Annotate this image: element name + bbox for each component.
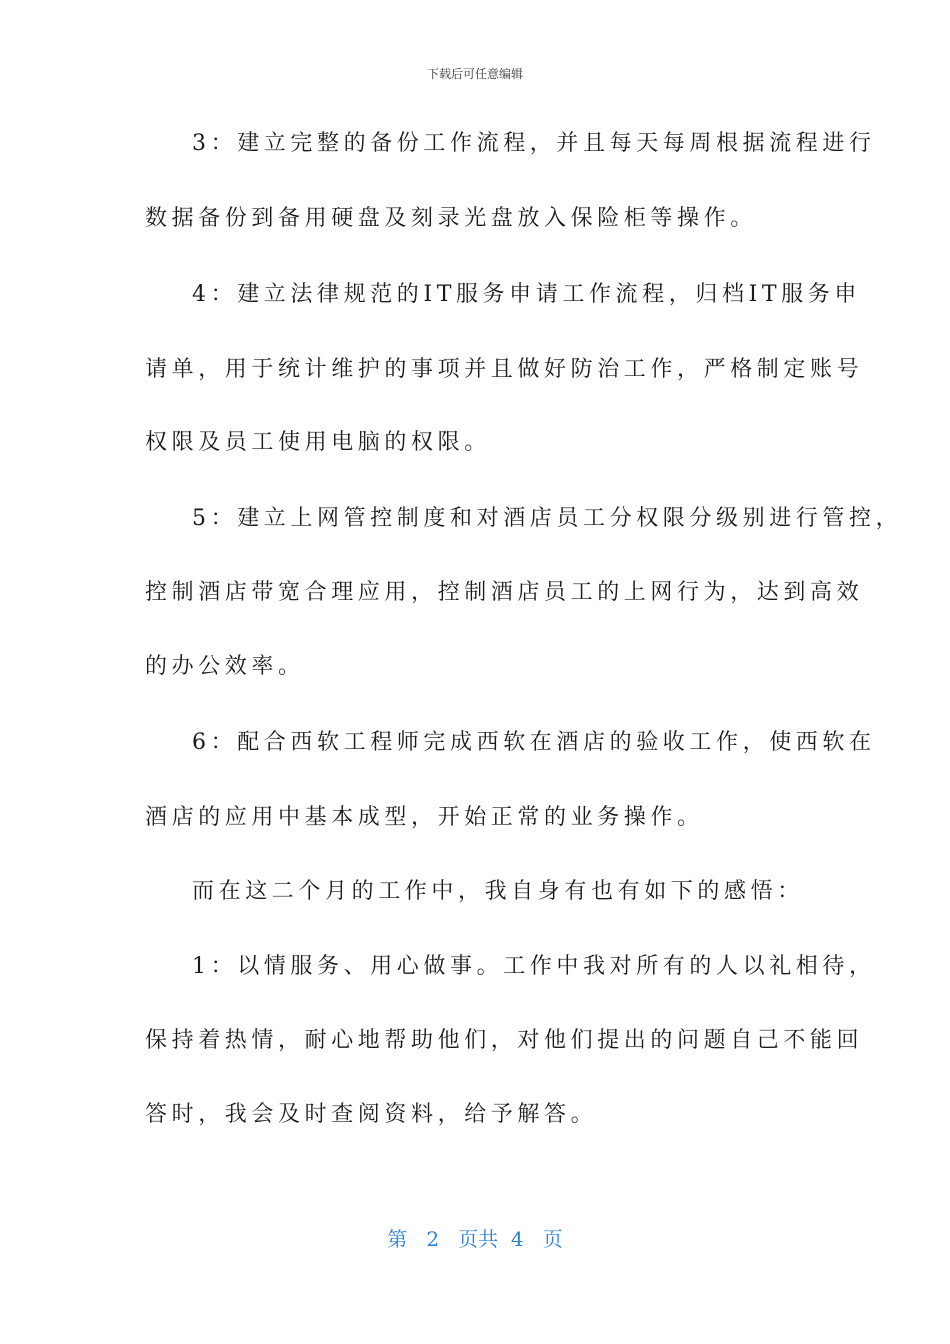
footer-label-middle: 页共 [458, 1227, 499, 1251]
text-line: 控制酒店带宽合理应用，控制酒店员工的上网行为，达到高效 [145, 580, 864, 605]
total-pages-number: 4 [510, 1227, 524, 1251]
text-line: 4：建立法律规范的IT服务申请工作流程，归档IT服务申 [192, 282, 861, 307]
text-line: 答时，我会及时查阅资料，给予解答。 [145, 1102, 598, 1127]
text-line: 1：以情服务、用心做事。工作中我对所有的人以礼相待， [192, 954, 876, 979]
text-line: 数据备份到备用硬盘及刻录光盘放入保险柜等操作。 [145, 206, 757, 231]
text-line: 保持着热情，耐心地帮助他们，对他们提出的问题自己不能回 [145, 1028, 864, 1053]
text-line: 5：建立上网管控制度和对酒店员工分权限分级别进行管控， [192, 506, 903, 531]
text-line: 酒店的应用中基本成型，开始正常的业务操作。 [145, 805, 704, 830]
text-line: 3：建立完整的备份工作流程，并且每天每周根据流程进行 [192, 131, 876, 156]
text-line: 而在这二个月的工作中，我自身有也有如下的感悟： [192, 879, 804, 904]
text-line: 的办公效率。 [145, 654, 305, 679]
page-footer [0, 1226, 950, 1252]
footer-label-after: 页 [542, 1227, 563, 1251]
page-header: 下载后可任意编辑 [426, 67, 523, 81]
text-line: 6：配合西软工程师完成西软在酒店的验收工作，使西软在 [192, 730, 876, 755]
current-page-number: 2 [426, 1227, 440, 1251]
text-line: 权限及员工使用电脑的权限。 [145, 430, 491, 455]
text-line: 请单，用于统计维护的事项并且做好防治工作，严格制定账号 [145, 357, 864, 382]
footer-label-before: 第 [387, 1227, 408, 1251]
